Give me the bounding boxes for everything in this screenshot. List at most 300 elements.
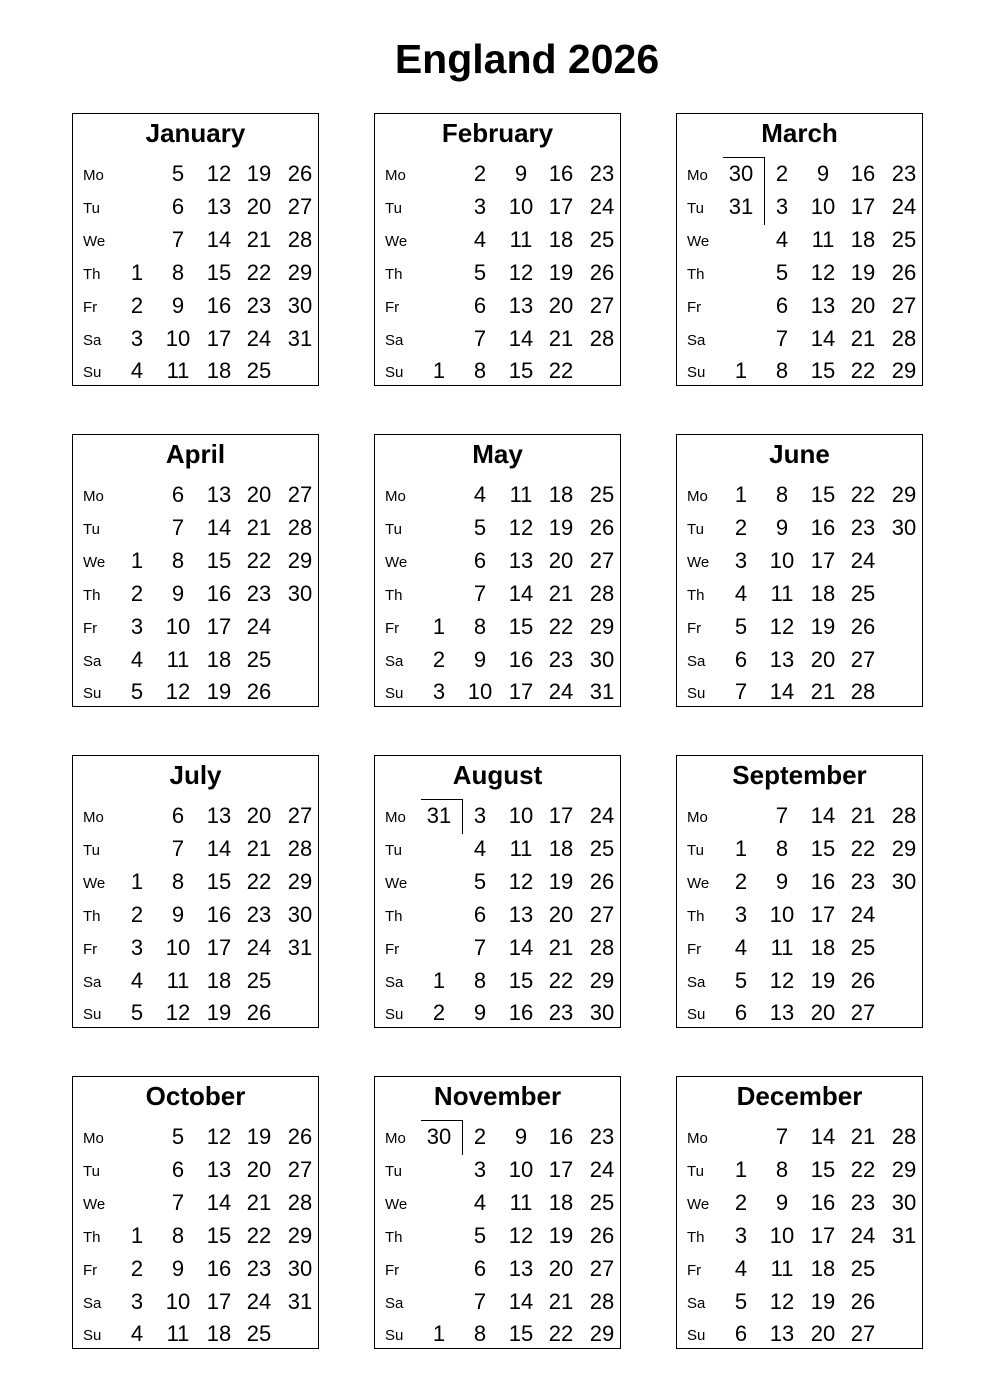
day-cell: 12 — [508, 868, 534, 894]
day-cell: 23 — [246, 1255, 272, 1281]
day-cell: 30 — [891, 1189, 917, 1215]
month-april — [72, 434, 319, 707]
day-cell: 13 — [769, 646, 795, 672]
day-cell: 18 — [206, 358, 232, 384]
weekday-label: Sa — [83, 973, 102, 991]
day-cell: 30 — [891, 868, 917, 894]
day-cell: 12 — [810, 259, 836, 285]
day-cell: 4 — [130, 967, 144, 993]
day-cell: 10 — [165, 934, 191, 960]
day-cell: 3 — [473, 803, 487, 828]
day-cell: 25 — [246, 646, 272, 672]
day-cell: 18 — [810, 934, 836, 960]
weekday-label: Mo — [687, 488, 708, 505]
day-cell: 6 — [171, 803, 185, 828]
day-cell: 8 — [171, 1222, 185, 1248]
day-cell: 8 — [473, 967, 487, 993]
weekday-label: Fr — [687, 298, 702, 316]
day-cell: 21 — [246, 1189, 272, 1215]
day-cell: 22 — [850, 835, 876, 861]
weekday-label: Fr — [385, 1261, 400, 1279]
month-name: December — [736, 1081, 863, 1111]
day-cell: 28 — [287, 514, 313, 540]
month-name: September — [732, 760, 867, 790]
day-cell: 31 — [589, 679, 615, 705]
weekday-label: Tu — [687, 520, 704, 538]
day-cell: 2 — [130, 292, 144, 318]
month-december — [676, 1076, 923, 1349]
day-cell: 24 — [246, 325, 272, 351]
weekday-label: Th — [83, 265, 101, 283]
day-cell: 22 — [548, 613, 574, 639]
day-cell: 20 — [246, 482, 272, 507]
day-cell: 16 — [810, 514, 836, 540]
weekday-label: Mo — [83, 809, 104, 826]
weekday-label: Fr — [83, 619, 98, 637]
day-cell: 27 — [850, 1000, 876, 1026]
day-cell: 2 — [130, 901, 144, 927]
weekday-label: We — [83, 232, 106, 250]
weekday-label: We — [385, 1195, 408, 1213]
day-cell: 19 — [548, 1222, 574, 1248]
weekday-label: Sa — [385, 331, 404, 349]
day-cell: 31 — [728, 193, 754, 219]
day-cell: 12 — [206, 1124, 232, 1149]
weekday-label: Tu — [385, 199, 402, 217]
weekday-label: Th — [385, 1228, 403, 1246]
day-cell: 28 — [287, 1189, 313, 1215]
day-cell: 5 — [171, 1124, 185, 1149]
day-cell: 27 — [589, 547, 615, 573]
day-cell: 16 — [206, 580, 232, 606]
day-cell: 7 — [775, 803, 789, 828]
day-cell: 22 — [246, 1222, 272, 1248]
day-cell: 6 — [473, 292, 487, 318]
day-cell: 1 — [130, 259, 144, 285]
day-cell: 24 — [548, 679, 574, 705]
day-cell: 7 — [775, 325, 789, 351]
day-cell: 27 — [287, 803, 313, 828]
day-cell: 12 — [165, 1000, 191, 1026]
day-cell: 16 — [850, 161, 876, 186]
day-cell: 19 — [810, 1288, 836, 1314]
day-cell: 23 — [548, 646, 574, 672]
day-cell: 21 — [548, 325, 574, 351]
day-cell: 6 — [734, 1321, 748, 1347]
day-cell: 26 — [287, 1124, 313, 1149]
weekday-label: Fr — [385, 298, 400, 316]
day-cell: 3 — [734, 901, 748, 927]
day-cell: 1 — [432, 967, 446, 993]
weekday-label: Mo — [687, 167, 708, 184]
day-cell: 8 — [775, 482, 789, 507]
day-cell: 26 — [891, 259, 917, 285]
day-cell: 7 — [171, 226, 185, 252]
day-cell: 8 — [775, 1156, 789, 1182]
month-name: August — [452, 760, 543, 790]
weekday-label: Su — [687, 364, 706, 382]
day-cell: 29 — [891, 1156, 917, 1182]
day-cell: 11 — [770, 1255, 794, 1281]
day-cell: 7 — [775, 1124, 789, 1149]
day-cell: 24 — [850, 901, 876, 927]
month-january — [72, 113, 319, 386]
day-cell: 2 — [130, 580, 144, 606]
day-cell: 23 — [246, 580, 272, 606]
day-cell: 21 — [850, 1124, 876, 1149]
weekday-label: Su — [687, 685, 706, 703]
day-cell: 1 — [734, 835, 748, 861]
day-cell: 7 — [171, 835, 185, 861]
day-cell: 5 — [473, 259, 487, 285]
day-cell: 2 — [432, 646, 446, 672]
weekday-label: Sa — [687, 652, 706, 670]
day-cell: 11 — [509, 482, 533, 507]
day-cell: 20 — [810, 646, 836, 672]
day-cell: 4 — [734, 1255, 748, 1281]
day-cell: 19 — [850, 259, 876, 285]
weekday-label: Mo — [385, 809, 406, 826]
day-cell: 15 — [810, 835, 836, 861]
weekday-label: Su — [385, 1006, 404, 1024]
day-cell: 8 — [473, 1321, 487, 1347]
weekday-label: Su — [385, 685, 404, 703]
day-cell: 7 — [171, 514, 185, 540]
weekday-label: Th — [83, 586, 101, 604]
day-cell: 1 — [432, 1321, 446, 1347]
day-cell: 30 — [287, 901, 313, 927]
weekday-label: We — [83, 1195, 106, 1213]
day-cell: 9 — [775, 868, 789, 894]
weekday-label: Mo — [83, 1130, 104, 1147]
day-cell: 25 — [850, 1255, 876, 1281]
day-cell: 15 — [810, 358, 836, 384]
day-cell: 29 — [589, 967, 615, 993]
day-cell: 18 — [548, 482, 574, 507]
weekday-label: Th — [687, 586, 705, 604]
day-cell: 8 — [473, 358, 487, 384]
day-cell: 1 — [130, 1222, 144, 1248]
day-cell: 12 — [206, 161, 232, 186]
weekday-label: Fr — [687, 1261, 702, 1279]
day-cell: 28 — [589, 580, 615, 606]
weekday-label: Su — [687, 1327, 706, 1345]
day-cell: 22 — [850, 358, 876, 384]
day-cell: 12 — [165, 679, 191, 705]
day-cell: 6 — [171, 193, 185, 219]
day-cell: 2 — [473, 1124, 487, 1149]
day-cell: 2 — [473, 161, 487, 186]
weekday-label: Tu — [385, 841, 402, 859]
day-cell: 24 — [246, 613, 272, 639]
weekday-label: We — [687, 1195, 710, 1213]
month-name: April — [165, 439, 226, 469]
day-cell: 7 — [473, 934, 487, 960]
weekday-label: Th — [385, 907, 403, 925]
day-cell: 26 — [589, 1222, 615, 1248]
day-cell: 13 — [206, 1156, 232, 1182]
day-cell: 4 — [130, 646, 144, 672]
day-cell: 24 — [850, 1222, 876, 1248]
day-cell: 18 — [548, 1189, 574, 1215]
weekday-label: Sa — [385, 652, 404, 670]
day-cell: 17 — [206, 1288, 232, 1314]
day-cell: 20 — [246, 1156, 272, 1182]
day-cell: 5 — [473, 868, 487, 894]
day-cell: 20 — [548, 547, 574, 573]
day-cell: 13 — [508, 292, 534, 318]
day-cell: 29 — [891, 482, 917, 507]
day-cell: 22 — [850, 482, 876, 507]
weekday-label: We — [687, 553, 710, 571]
day-cell: 26 — [589, 868, 615, 894]
day-cell: 2 — [130, 1255, 144, 1281]
day-cell: 30 — [426, 1124, 452, 1149]
month-june — [676, 434, 923, 707]
day-cell: 17 — [206, 325, 232, 351]
weekday-label: Th — [687, 907, 705, 925]
weekday-label: Mo — [385, 1130, 406, 1147]
day-cell: 29 — [287, 259, 313, 285]
day-cell: 2 — [734, 1189, 748, 1215]
weekday-label: Sa — [687, 1294, 706, 1312]
day-cell: 2 — [734, 514, 748, 540]
day-cell: 30 — [287, 580, 313, 606]
day-cell: 28 — [287, 226, 313, 252]
day-cell: 4 — [130, 1321, 144, 1347]
day-cell: 9 — [514, 1124, 528, 1149]
day-cell: 5 — [734, 613, 748, 639]
weekday-label: Su — [83, 364, 102, 382]
day-cell: 14 — [810, 1124, 836, 1149]
weekday-label: Tu — [687, 841, 704, 859]
day-cell: 25 — [246, 358, 272, 384]
day-cell: 16 — [548, 1124, 574, 1149]
weekday-label: Sa — [385, 973, 404, 991]
weekday-label: Th — [687, 1228, 705, 1246]
day-cell: 8 — [473, 613, 487, 639]
day-cell: 31 — [287, 1288, 313, 1314]
day-cell: 9 — [816, 161, 830, 186]
day-cell: 3 — [473, 1156, 487, 1182]
day-cell: 31 — [891, 1222, 917, 1248]
day-cell: 24 — [589, 1156, 615, 1182]
day-cell: 17 — [508, 679, 534, 705]
weekday-label: Fr — [83, 940, 98, 958]
day-cell: 11 — [811, 226, 835, 252]
day-cell: 21 — [810, 679, 836, 705]
day-cell: 3 — [130, 1288, 144, 1314]
day-cell: 29 — [589, 613, 615, 639]
day-cell: 26 — [850, 1288, 876, 1314]
day-cell: 9 — [171, 580, 185, 606]
month-name: March — [761, 118, 838, 148]
day-cell: 12 — [769, 1288, 795, 1314]
day-cell: 28 — [589, 1288, 615, 1314]
day-cell: 24 — [850, 547, 876, 573]
day-cell: 13 — [810, 292, 836, 318]
month-name: October — [145, 1081, 246, 1111]
day-cell: 26 — [850, 967, 876, 993]
day-cell: 22 — [548, 358, 574, 384]
day-cell: 27 — [891, 292, 917, 318]
day-cell: 9 — [171, 1255, 185, 1281]
day-cell: 1 — [432, 358, 446, 384]
day-cell: 19 — [246, 1124, 272, 1149]
day-cell: 21 — [246, 226, 272, 252]
day-cell: 25 — [850, 934, 876, 960]
day-cell: 3 — [734, 547, 748, 573]
day-cell: 25 — [589, 835, 615, 861]
weekday-label: Su — [83, 1006, 102, 1024]
day-cell: 16 — [508, 1000, 534, 1026]
day-cell: 17 — [810, 901, 836, 927]
day-cell: 24 — [589, 803, 615, 828]
day-cell: 9 — [775, 514, 789, 540]
day-cell: 25 — [589, 482, 615, 507]
day-cell: 30 — [728, 161, 754, 186]
day-cell: 19 — [810, 967, 836, 993]
day-cell: 16 — [206, 292, 232, 318]
day-cell: 12 — [508, 514, 534, 540]
month-july — [72, 755, 319, 1028]
day-cell: 21 — [246, 835, 272, 861]
weekday-label: Tu — [83, 1162, 100, 1180]
day-cell: 4 — [473, 835, 487, 861]
weekday-label: Tu — [385, 1162, 402, 1180]
day-cell: 9 — [171, 292, 185, 318]
day-cell: 17 — [206, 934, 232, 960]
day-cell: 8 — [775, 835, 789, 861]
day-cell: 9 — [473, 1000, 487, 1026]
day-cell: 17 — [810, 1222, 836, 1248]
day-cell: 26 — [246, 679, 272, 705]
weekday-label: Su — [83, 1327, 102, 1345]
weekday-label: We — [83, 553, 106, 571]
day-cell: 6 — [473, 1255, 487, 1281]
day-cell: 30 — [589, 646, 615, 672]
weekday-label: Th — [385, 265, 403, 283]
day-cell: 22 — [246, 259, 272, 285]
day-cell: 25 — [246, 967, 272, 993]
day-cell: 11 — [509, 1189, 533, 1215]
day-cell: 6 — [473, 547, 487, 573]
day-cell: 29 — [287, 1222, 313, 1248]
day-cell: 30 — [589, 1000, 615, 1026]
day-cell: 29 — [891, 358, 917, 384]
day-cell: 21 — [548, 1288, 574, 1314]
weekday-label: Mo — [687, 1130, 708, 1147]
month-may — [374, 434, 621, 707]
weekday-label: Mo — [385, 167, 406, 184]
day-cell: 10 — [508, 193, 534, 219]
day-cell: 21 — [246, 514, 272, 540]
day-cell: 7 — [473, 325, 487, 351]
overflow-day-bracket — [421, 1120, 463, 1155]
day-cell: 7 — [171, 1189, 185, 1215]
day-cell: 5 — [130, 679, 144, 705]
day-cell: 4 — [473, 1189, 487, 1215]
weekday-label: We — [385, 232, 408, 250]
day-cell: 14 — [206, 514, 232, 540]
day-cell: 23 — [548, 1000, 574, 1026]
day-cell: 25 — [850, 580, 876, 606]
day-cell: 14 — [769, 679, 795, 705]
day-cell: 5 — [171, 161, 185, 186]
day-cell: 15 — [508, 1321, 534, 1347]
day-cell: 23 — [589, 1124, 615, 1149]
day-cell: 18 — [548, 226, 574, 252]
day-cell: 6 — [171, 482, 185, 507]
weekday-label: Th — [687, 265, 705, 283]
day-cell: 10 — [769, 547, 795, 573]
day-cell: 30 — [287, 1255, 313, 1281]
page-title: England 2026 — [394, 36, 660, 82]
day-cell: 15 — [508, 967, 534, 993]
day-cell: 8 — [171, 547, 185, 573]
day-cell: 22 — [850, 1156, 876, 1182]
day-cell: 22 — [246, 868, 272, 894]
weekday-label: Tu — [687, 199, 704, 217]
day-cell: 12 — [769, 613, 795, 639]
day-cell: 1 — [734, 358, 748, 384]
day-cell: 17 — [548, 1156, 574, 1182]
month-name: February — [441, 118, 554, 148]
day-cell: 27 — [589, 1255, 615, 1281]
day-cell: 22 — [548, 967, 574, 993]
weekday-label: Sa — [687, 973, 706, 991]
day-cell: 10 — [769, 901, 795, 927]
weekday-label: We — [83, 874, 106, 892]
month-september — [676, 755, 923, 1028]
day-cell: 29 — [287, 547, 313, 573]
day-cell: 24 — [891, 193, 917, 219]
day-cell: 21 — [850, 325, 876, 351]
day-cell: 19 — [206, 1000, 232, 1026]
weekday-label: Sa — [687, 331, 706, 349]
day-cell: 18 — [206, 1321, 232, 1347]
day-cell: 21 — [548, 580, 574, 606]
day-cell: 18 — [206, 646, 232, 672]
day-cell: 28 — [589, 325, 615, 351]
day-cell: 2 — [734, 868, 748, 894]
day-cell: 19 — [246, 161, 272, 186]
month-name: June — [769, 439, 830, 469]
month-november — [374, 1076, 621, 1349]
day-cell: 15 — [810, 1156, 836, 1182]
day-cell: 10 — [165, 325, 191, 351]
weekday-label: Mo — [83, 488, 104, 505]
day-cell: 20 — [548, 1255, 574, 1281]
day-cell: 21 — [548, 934, 574, 960]
day-cell: 23 — [850, 868, 876, 894]
day-cell: 3 — [775, 193, 789, 219]
day-cell: 23 — [891, 161, 917, 186]
day-cell: 15 — [508, 358, 534, 384]
day-cell: 28 — [850, 679, 876, 705]
day-cell: 26 — [287, 161, 313, 186]
day-cell: 16 — [206, 901, 232, 927]
day-cell: 22 — [548, 1321, 574, 1347]
weekday-label: Tu — [687, 1162, 704, 1180]
day-cell: 26 — [589, 514, 615, 540]
day-cell: 29 — [287, 868, 313, 894]
day-cell: 19 — [548, 259, 574, 285]
day-cell: 7 — [473, 580, 487, 606]
day-cell: 15 — [206, 259, 232, 285]
day-cell: 14 — [508, 934, 534, 960]
day-cell: 17 — [548, 193, 574, 219]
